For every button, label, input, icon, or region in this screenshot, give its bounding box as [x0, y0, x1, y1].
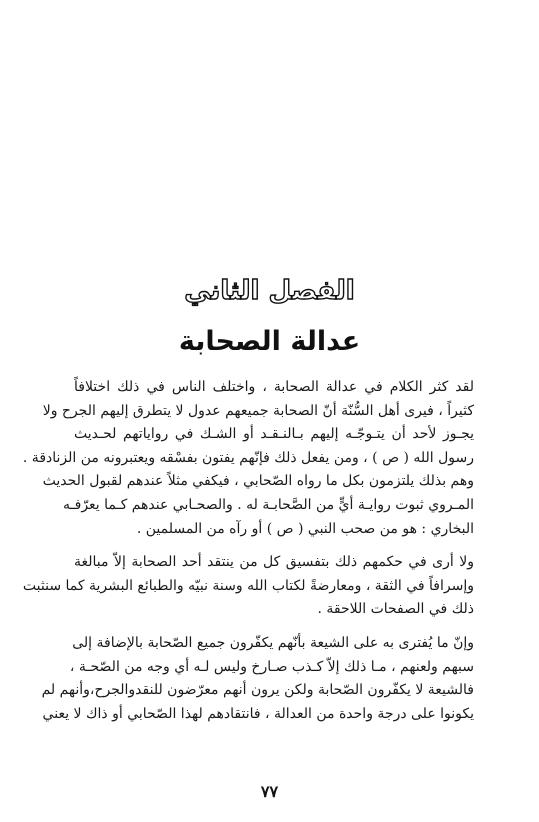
- paragraph-3: [41, 632, 474, 726]
- text-line: البخاري : هو من صحب النبي ( ص ) أو رآه من المسلمين .: [136, 520, 474, 537]
- text-line: وإنّ ما يُفترى به على الشيعة بأنّهم يكفّرون جميع الصّحابة بالإضافة إلى: [72, 634, 474, 651]
- paragraph-2: [22, 551, 474, 622]
- page-number: ٧٧: [260, 782, 279, 801]
- text-line: سبهم ولعنهم ، مـا ذلك إلاّ كـذب صـارخ وليس لـه أي وجه من الصّحـة ،: [69, 658, 474, 675]
- text-line: المـروي ثبوت روايـة أيٍّ من الصَّحابـة له . والصحـابي عندهم كـما يعرّفـه: [63, 496, 474, 513]
- text-line: وهم بذلك يلتزمون بكل ما رواه الصّحابي ، فيكفي مثلاً عندهم لقبول الحديث: [42, 473, 474, 490]
- section-title: عدالة الصحابة: [178, 326, 361, 357]
- text-line: يجـوز لأحد أن يتـوجّـه إليهم بـالنـقـد أو الشـك في رواياتهم لحـديث: [74, 426, 474, 443]
- text-line: يكونوا على درجة واحدة من العدالة ، فانتقادهم لهذا الصّحابي أو ذاك لا يعني: [42, 705, 474, 722]
- text-line: فالشيعة لا يكفّرون الصّحابة ولكن يرون أنهم معرّضون للنقدوالجرح،وأنهم لم: [41, 682, 474, 699]
- text-line: رسول الله ( ص ) ، ومن يفعل ذلك فإنّهم يفتون بفسْقه ويعتبرونه من الزنادقة .: [22, 449, 474, 466]
- text-line: ذلك في الصفحات اللاحقة .: [317, 601, 474, 618]
- text-line: ولا أرى في حكمهم ذلك بتفسيق كل من ينتقد أحد الصحابة إلاّ مبالغة: [74, 554, 474, 571]
- text-line: كثيراً ، فيرى أهل السُّنّة أنّ الصحابة جميعهم عدول لا يتطرق إليهم الجرح ولا: [42, 402, 474, 419]
- text-line: لقد كثر الكلام في عدالة الصحابة ، واختلف الناس في ذلك اختلافاً: [74, 379, 474, 395]
- paragraph-1: [22, 376, 474, 541]
- chapter-title: الفصل الثاني: [184, 276, 355, 306]
- body-text: [22, 376, 474, 726]
- text-line: وإسرافاً في الثقة ، ومعارضةً لكتاب الله وسنة نبيّه والطبائع البشرية كما سنثبت: [22, 577, 474, 594]
